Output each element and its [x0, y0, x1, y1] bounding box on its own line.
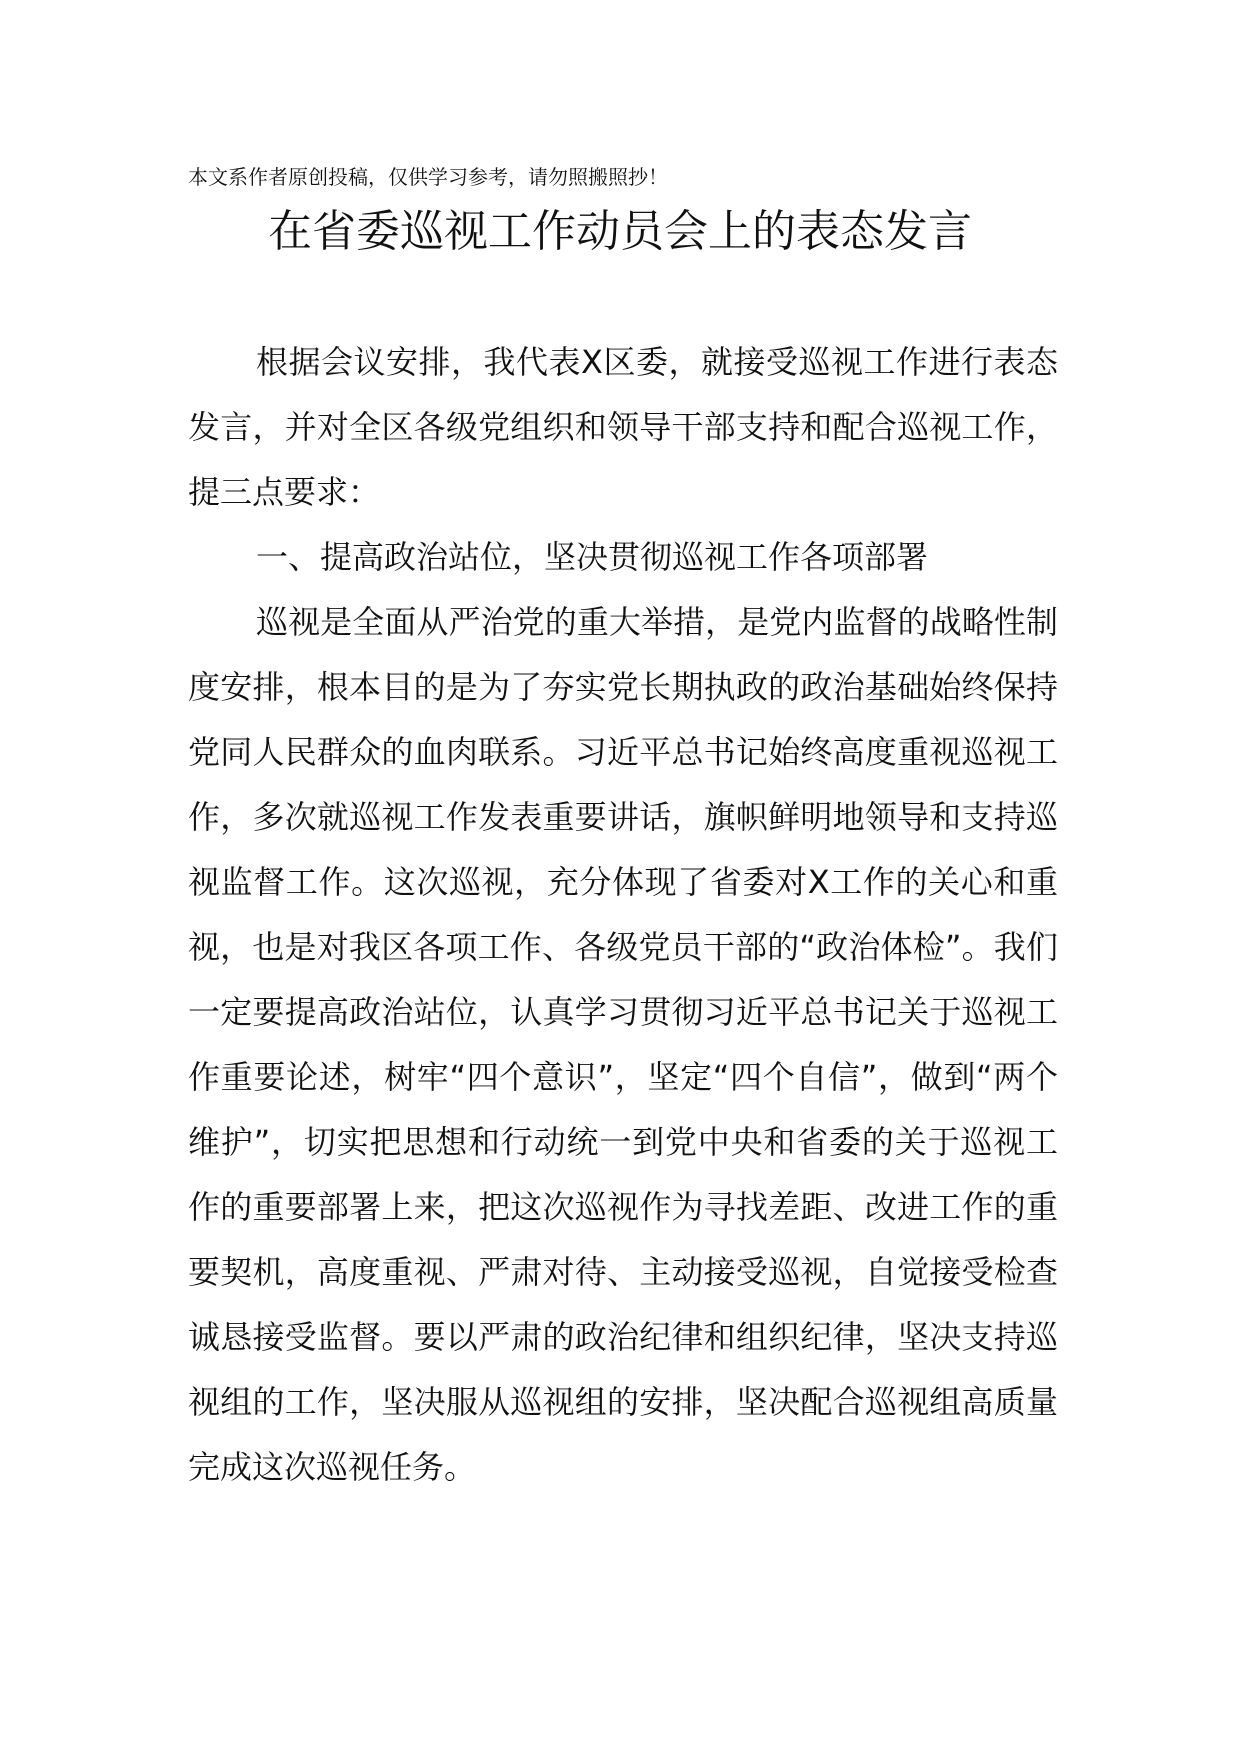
copyright-notice: 本文系作者原创投稿，仅供学习参考，请勿照搬照抄！	[188, 165, 668, 189]
section-heading-1: 一、提高政治站位，坚决贯彻巡视工作各项部署	[256, 538, 929, 576]
document-title: 在省委巡视工作动员会上的表态发言	[268, 206, 972, 257]
section-1-paragraph: 巡视是全面从严治党的重大举措，是党内监督的战略性制度安排，根本目的是为了夯实党长期执政的政治基础始终保持党同人民群众的血肉联系。习近平总书记始终高度重视巡视工作，多次就巡视工作发表重要讲话，旗帜鲜明地领导和支持巡视监督工作。这次巡视，充分体现了省委对X工作的关心和重视，也是对我区各项工作、各级党员干部的“政治体检”。我们一定要提高政治站位，认真学习贯彻习近平总书记关于巡视工作重要论述，树牢“四个意识”，坚定“四个自信”，做到“两个维护”，切实把思想和行动统一到党中央和省委的关于巡视工作的重要部署上来，把这次巡视作为寻找差距、改进工作的重要契机，高度重视、严肃对待、主动接受巡视，自觉接受检查诚恳接受监督。要以严肃的政治纪律和组织纪律，坚决支持巡视组的工作，坚决服从巡视组的安排，坚决配合巡视组高质量完成这次巡视任务。	[188, 603, 1058, 1486]
document-body	[188, 330, 1058, 1500]
intro-paragraph: 根据会议安排，我代表X区委，就接受巡视工作进行表态发言，并对全区各级党组织和领导干部支持和配合巡视工作，提三点要求：	[188, 343, 1058, 511]
